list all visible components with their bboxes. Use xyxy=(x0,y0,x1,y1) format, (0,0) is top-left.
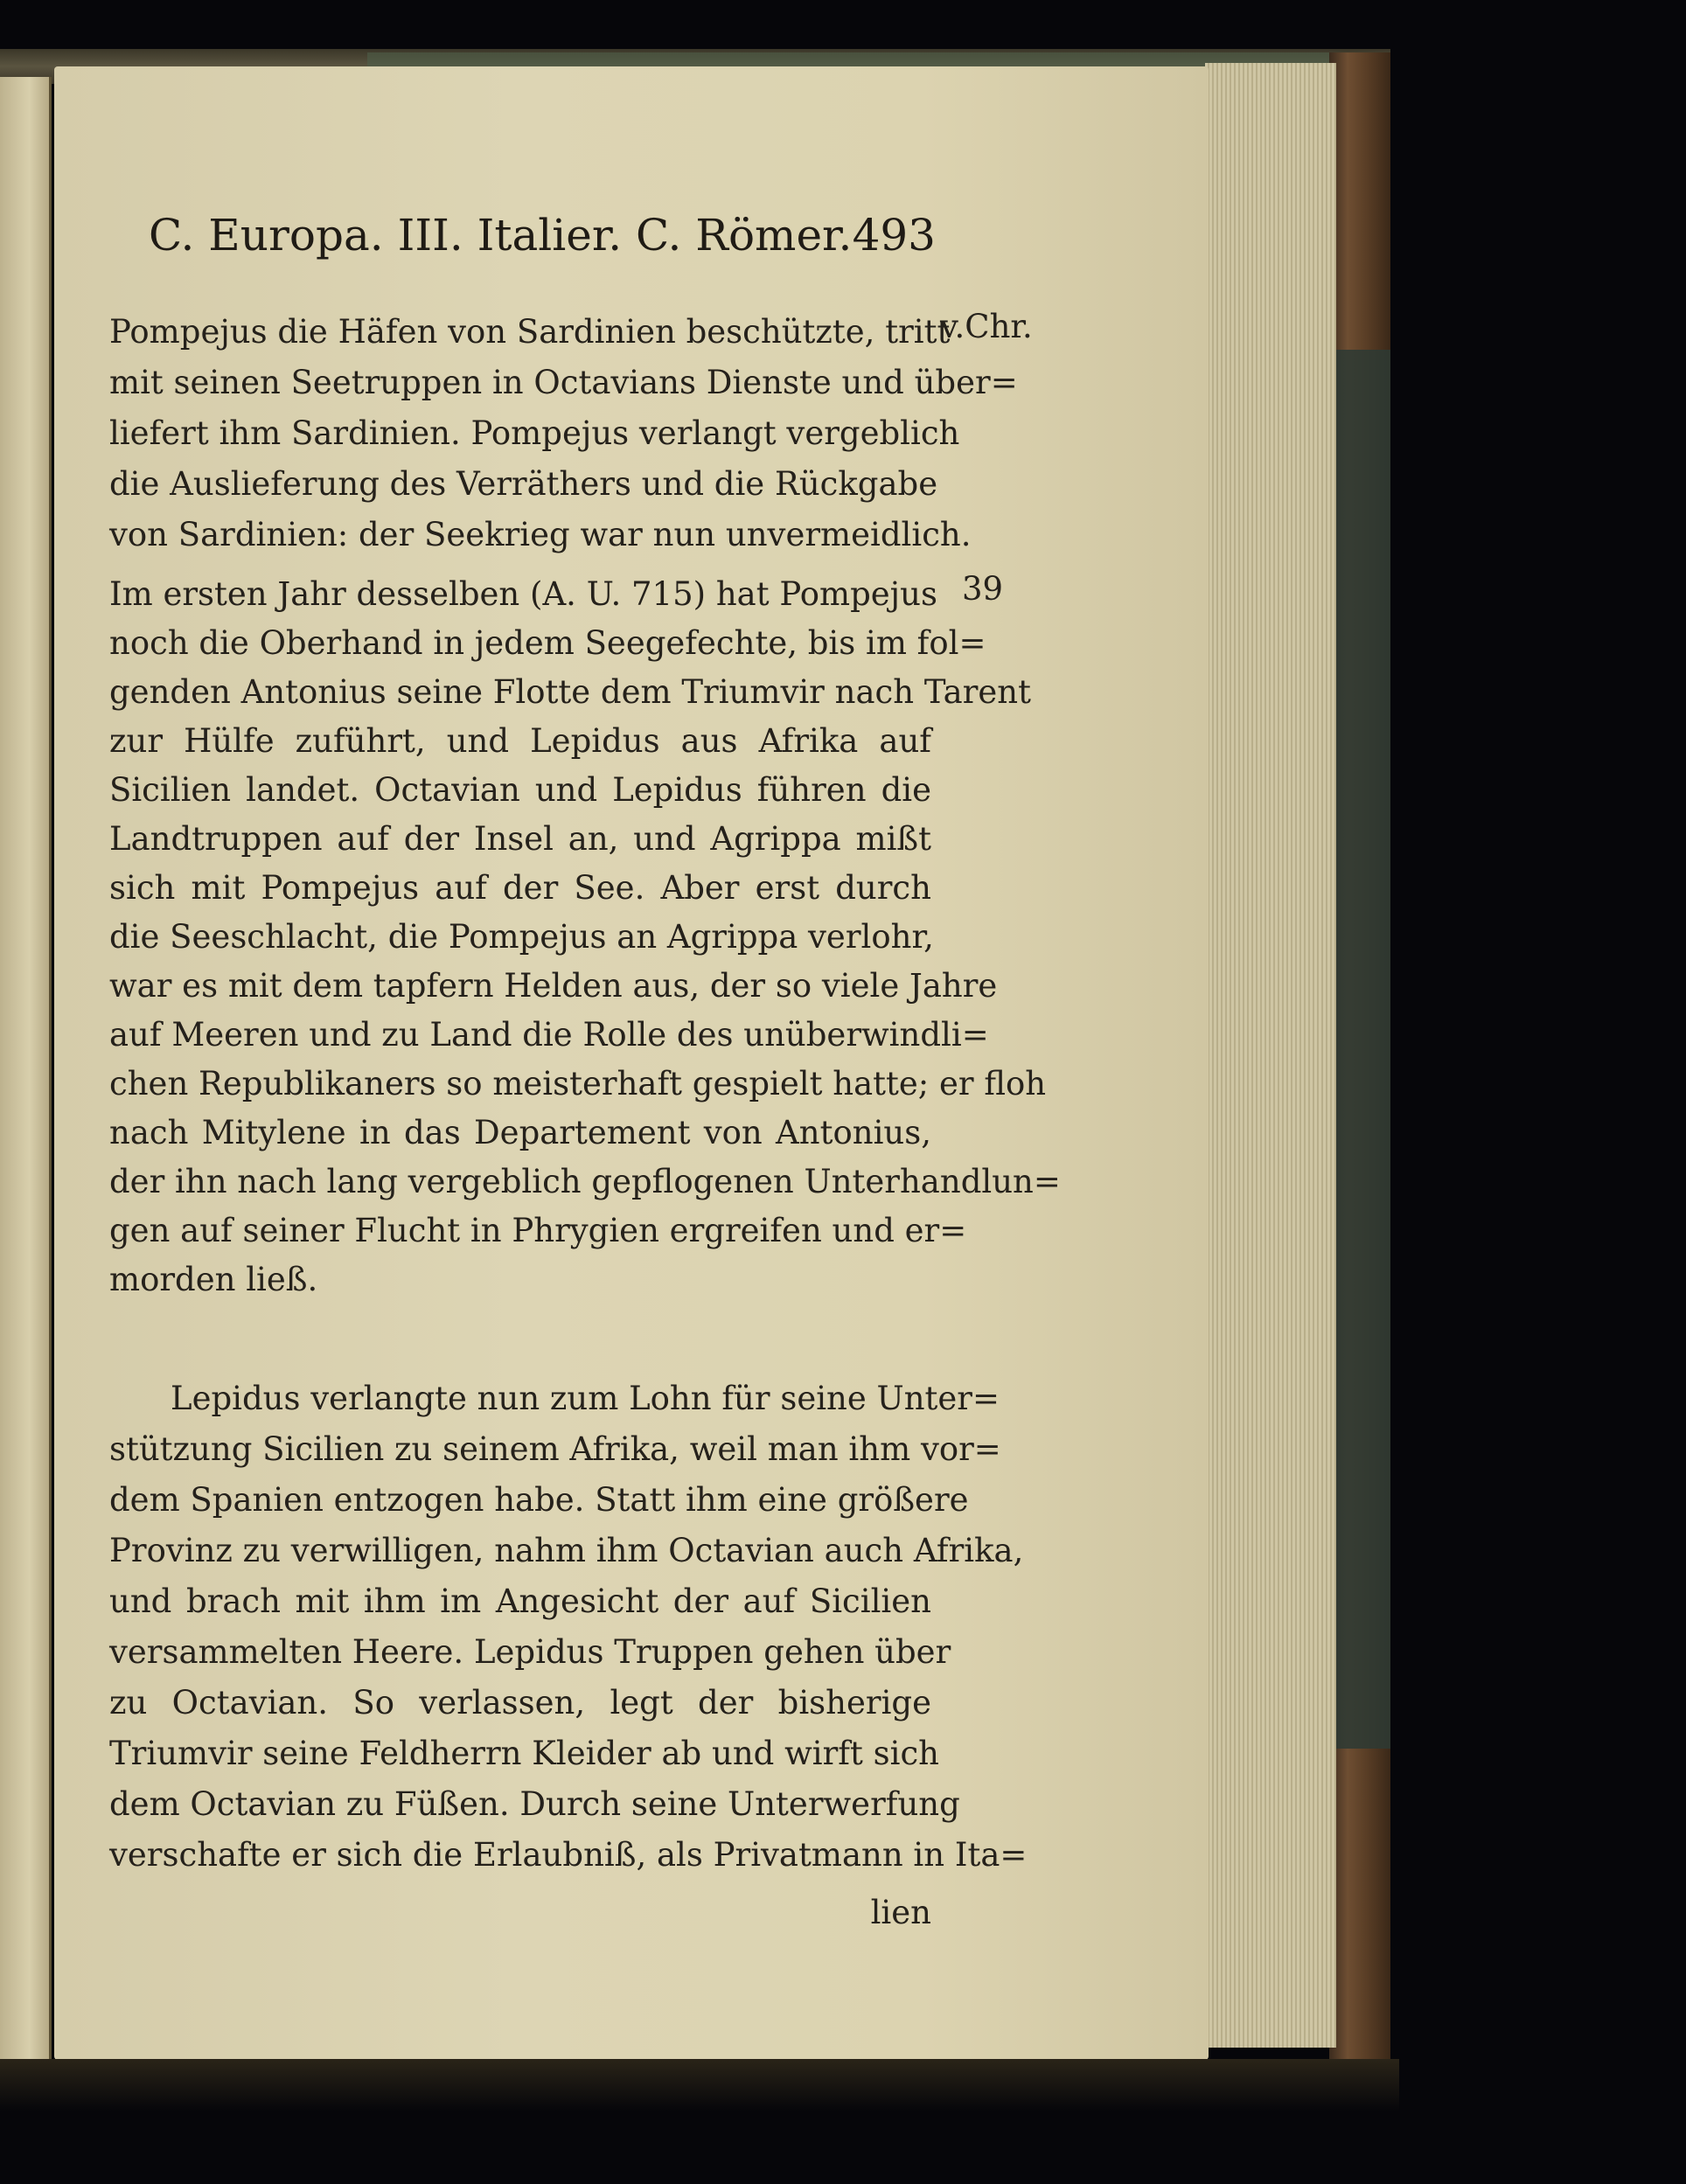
text-line: zur Hülfe zuführt, und Lepidus aus Afrika auf xyxy=(109,722,931,760)
text-line: versammelten Heere. Lepidus Truppen gehen über xyxy=(109,1633,951,1671)
bottom-shadow xyxy=(0,2059,1399,2111)
running-head xyxy=(149,210,936,280)
text-line: chen Republikaners so meisterhaft gespielt hatte; er floh xyxy=(109,1065,1047,1102)
text-line: von Sardinien: der Seekrieg war nun unvermeidlich. xyxy=(109,516,972,553)
text-line: verschafte er sich die Erlaubniß, als Privatmann in Ita= xyxy=(109,1836,1028,1874)
text-line: sich mit Pompejus auf der See. Aber erst durch xyxy=(109,869,931,907)
text-line: genden Antonius seine Flotte dem Triumvir nach Tarent xyxy=(109,673,1031,711)
text-line: die Seeschlacht, die Pompejus an Agrippa verlohr, xyxy=(109,918,934,956)
text-line: morden ließ. xyxy=(109,1261,318,1298)
text-line: gen auf seiner Flucht in Phrygien ergreifen und er= xyxy=(109,1212,967,1249)
text-line: die Auslieferung des Verräthers und die Rückgabe xyxy=(109,465,938,503)
text-line: zu Octavian. So verlassen, legt der bisherige xyxy=(109,1684,931,1721)
page-number: 493 xyxy=(852,210,936,261)
text-line: Landtruppen auf der Insel an, und Agrippa mißt xyxy=(109,820,931,858)
text-line: auf Meeren und zu Land die Rolle des unüberwindli= xyxy=(109,1016,989,1054)
text-line: dem Octavian zu Füßen. Durch seine Unterwerfung xyxy=(109,1785,960,1823)
text-line: Provinz zu verwilligen, nahm ihm Octavian auch Afrika, xyxy=(109,1532,1024,1569)
text-line: Triumvir seine Feldherrn Kleider ab und wirft sich xyxy=(109,1735,939,1772)
left-page-edge xyxy=(0,77,52,2088)
text-line: Im ersten Jahr desselben (A. U. 715) hat Pompejus xyxy=(109,575,937,613)
text-line: der ihn nach lang vergeblich gepflogenen Unterhandlun= xyxy=(109,1163,1061,1200)
margin-note-year: 39 xyxy=(962,570,1004,608)
text-line: mit seinen Seetruppen in Octavians Dienste und über= xyxy=(109,364,1018,401)
text-line: Lepidus verlangte nun zum Lohn für seine Unter= xyxy=(171,1380,1000,1417)
text-line: Sicilien landet. Octavian und Lepidus führen die xyxy=(109,771,931,809)
running-head-title: C. Europa. III. Italier. C. Römer. xyxy=(149,210,853,261)
text-line: und brach mit ihm im Angesicht der auf Sicilien xyxy=(109,1582,931,1620)
text-line: war es mit dem tapfern Helden aus, der so viele Jahre xyxy=(109,967,998,1005)
text-line: dem Spanien entzogen habe. Statt ihm eine größere xyxy=(109,1481,969,1519)
text-line: nach Mitylene in das Departement von Antonius, xyxy=(109,1114,931,1151)
margin-note-era: v.Chr. xyxy=(940,308,1033,345)
text-line: Pompejus die Häfen von Sardinien beschützte, tritt xyxy=(109,313,951,351)
text-line: stützung Sicilien zu seinem Afrika, weil man ihm vor= xyxy=(109,1430,1001,1468)
cover-cloth xyxy=(1336,350,1390,1749)
catchword: lien xyxy=(870,1894,931,1931)
text-line: liefert ihm Sardinien. Pompejus verlangt vergeblich xyxy=(109,414,960,452)
text-line: noch die Oberhand in jedem Seegefechte, bis im fol= xyxy=(109,624,986,662)
page-stack-edges xyxy=(1205,63,1336,2048)
